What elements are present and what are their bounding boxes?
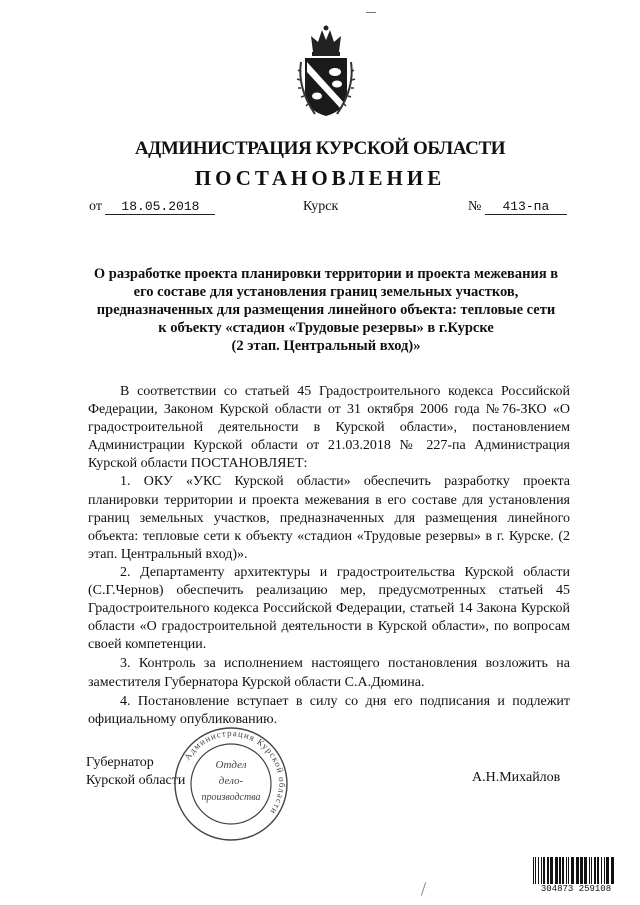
barcode-bar <box>589 857 590 885</box>
svg-text:Администрация Курской области <box>182 728 287 817</box>
barcode-bar <box>576 857 579 885</box>
title-line: (2 этап. Центральный вход)» <box>231 338 421 354</box>
scan-speck <box>421 882 426 896</box>
barcode-bar <box>535 857 536 885</box>
stamp-ring-text: Администрация Курской области <box>182 727 288 817</box>
kursk-coat-of-arms-icon <box>295 22 357 118</box>
decree-item-4: 4. Постановление вступает в силу со дня его подписания и подлежит официальному опубликованию. <box>88 693 570 727</box>
decree-item-3: 3. Контроль за исполнением настоящего постановления возложить на заместителя Губернатора Курской области С.А.Дюмина. <box>88 656 570 690</box>
document-city: Курск <box>303 199 339 214</box>
document-title <box>80 265 572 355</box>
barcode-bar <box>533 857 534 885</box>
barcode-bar <box>604 857 605 885</box>
signatory-name: А.Н.Михайлов <box>472 770 561 785</box>
barcode-bar <box>594 857 596 885</box>
barcode-bar <box>555 857 558 885</box>
barcode-bar <box>559 857 561 885</box>
title-line: предназначенных для размещения линейного объекта: тепловые сети <box>96 302 556 318</box>
document-body <box>88 383 570 729</box>
document-date <box>89 199 215 215</box>
barcode-digits: 304873 259108 <box>532 884 620 894</box>
date-prefix: от <box>89 199 102 214</box>
document-type: ПОСТАНОВЛЕНИЕ <box>194 166 446 190</box>
date-value: 18.05.2018 <box>105 199 215 215</box>
barcode-bar <box>543 857 545 885</box>
barcode-bar <box>591 857 592 885</box>
decree-item-1: 1. ОКУ «УКС Курской области» обеспечить разработку проекта планировки территории и проекта межевания в его составе для установления границ земельных участков, предназначенных для размещения линейного объекта: тепловые сети к объекту «стадион «Трудовые резервы» в г. Курске. (2 этап. Центральный вход)». <box>88 474 570 562</box>
preamble-paragraph: В соответствии со статьей 45 Градостроительного кодекса Российской Федерации, Законом Курской области от 31 октября 2006 года №76-ЗКО «О градостроительной деятельности в Курской области», постановлением Администрации Курской области от 21.03.2018 № 227-па Администрация Курской области ПОСТАНОВЛЯЕТ: <box>88 384 570 472</box>
barcode-bar <box>562 857 564 885</box>
barcode-bar <box>580 857 583 885</box>
barcode-bar <box>541 857 542 885</box>
title-line: к объекту «стадион «Трудовые резервы» в г.Курске <box>158 320 494 336</box>
barcode-bar <box>601 857 602 885</box>
barcode-bar <box>584 857 587 885</box>
position-line: Курской области <box>86 773 186 788</box>
barcode-bar <box>550 857 553 885</box>
official-stamp-icon <box>170 726 292 842</box>
barcode-bar <box>597 857 599 885</box>
document-number <box>468 199 567 215</box>
number-value: 413-па <box>485 199 567 215</box>
barcode-bar <box>538 857 539 885</box>
organization-name: АДМИНИСТРАЦИЯ КУРСКОЙ ОБЛАСТИ <box>134 138 506 159</box>
barcode-bar <box>566 857 567 885</box>
stamp-center-line: Отдел <box>215 759 247 771</box>
stamp-center-line: дело- <box>218 775 244 787</box>
barcode-bar <box>611 857 614 885</box>
title-line: О разработке проекта планировки территории и проекта межевания в <box>93 266 559 282</box>
decree-item-2: 2. Департаменту архитектуры и градостроительства Курской области (С.Г.Чернов) обеспечить реализацию мер, предусмотренных статьей 45 Градостроительного кодекса Российской Федерации, статьей 14 Закона Курской области «О градостроительной деятельности в Курской области», по вопросам своей компетенции. <box>88 564 570 653</box>
barcode-bar <box>606 857 609 885</box>
barcode-bar <box>571 857 574 885</box>
title-line: его составе для установления границ земельных участков, <box>133 284 519 300</box>
number-prefix: № <box>468 199 482 214</box>
barcode-bar <box>568 857 569 885</box>
barcode-bar <box>547 857 549 885</box>
position-line: Губернатор <box>86 755 154 770</box>
scan-speck <box>366 12 376 13</box>
stamp-center-line: производства <box>201 792 261 803</box>
